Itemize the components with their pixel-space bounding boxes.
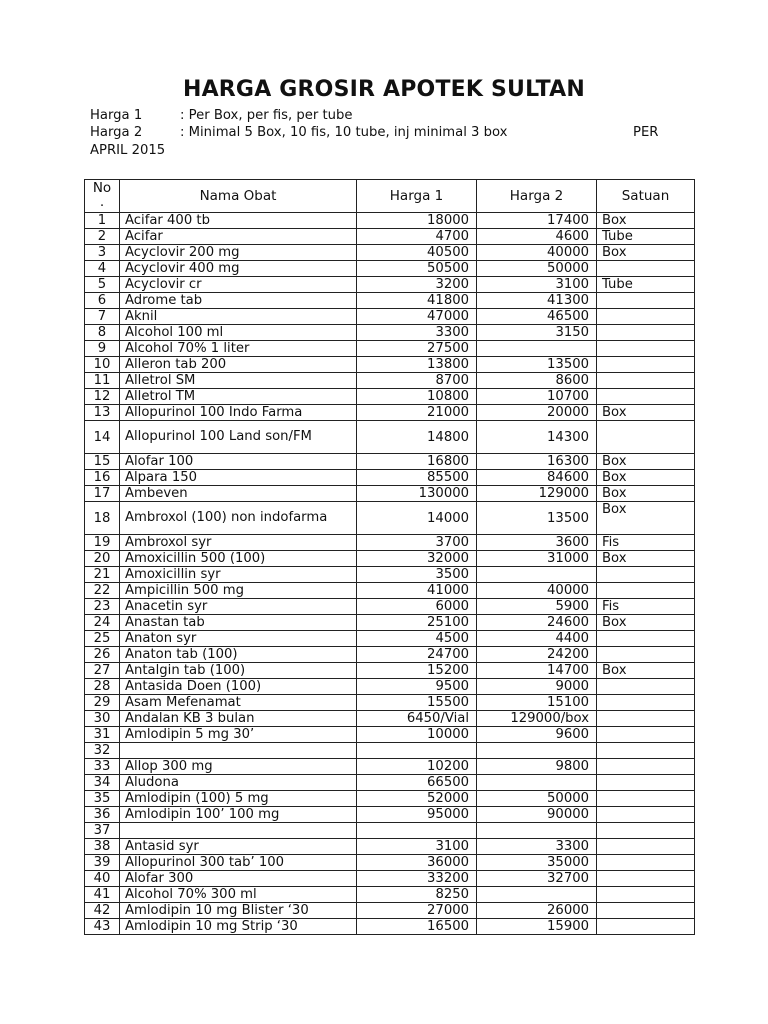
table-row (85, 357, 695, 373)
cell-nama (120, 823, 357, 839)
cell-harga1: 50500 (357, 261, 477, 277)
cell-harga1: 6450/Vial (357, 711, 477, 727)
cell-harga2 (477, 567, 597, 583)
harga1-label: Harga 1 (90, 108, 143, 123)
cell-satuan: Box (597, 663, 695, 679)
table-row (85, 229, 695, 245)
cell-harga2: 13500 (477, 502, 597, 535)
cell-no: 12 (85, 389, 120, 405)
cell-harga1: 85500 (357, 470, 477, 486)
cell-satuan (597, 695, 695, 711)
cell-satuan (597, 839, 695, 855)
cell-harga2 (477, 887, 597, 903)
cell-no: 40 (85, 871, 120, 887)
cell-nama: Acifar (120, 229, 357, 245)
table-row (85, 615, 695, 631)
cell-harga1: 40500 (357, 245, 477, 261)
cell-satuan (597, 903, 695, 919)
cell-harga2: 129000 (477, 486, 597, 502)
cell-nama: Ambeven (120, 486, 357, 502)
cell-harga2: 90000 (477, 807, 597, 823)
cell-harga2: 50000 (477, 791, 597, 807)
cell-harga1: 15200 (357, 663, 477, 679)
harga2-label: Harga 2 (90, 125, 143, 140)
harga2-description: : Minimal 5 Box, 10 fis, 10 tube, inj minimal 3 box (180, 125, 508, 140)
cell-nama: Alcohol 70% 1 liter (120, 341, 357, 357)
cell-nama: Anaton tab (100) (120, 647, 357, 663)
cell-harga1: 41000 (357, 583, 477, 599)
cell-nama: Amlodipin 10 mg Blister ‘30 (120, 903, 357, 919)
cell-harga1: 4500 (357, 631, 477, 647)
cell-harga2: 17400 (477, 213, 597, 229)
cell-no: 29 (85, 695, 120, 711)
table-row (85, 727, 695, 743)
cell-nama: Anastan tab (120, 615, 357, 631)
cell-satuan: Box (597, 454, 695, 470)
cell-no: 36 (85, 807, 120, 823)
cell-satuan: Box (597, 615, 695, 631)
cell-satuan (597, 421, 695, 454)
cell-harga1: 14800 (357, 421, 477, 454)
cell-harga1: 3300 (357, 325, 477, 341)
cell-satuan (597, 293, 695, 309)
cell-nama: Amlodipin 5 mg 30’ (120, 727, 357, 743)
date-label: APRIL 2015 (90, 143, 166, 158)
cell-nama: Andalan KB 3 bulan (120, 711, 357, 727)
cell-satuan (597, 309, 695, 325)
cell-nama: Allopurinol 100 Land son/FM (120, 421, 357, 454)
cell-harga1: 24700 (357, 647, 477, 663)
cell-no: 17 (85, 486, 120, 502)
cell-no: 30 (85, 711, 120, 727)
cell-nama: Amoxicillin 500 (100) (120, 551, 357, 567)
cell-harga1: 66500 (357, 775, 477, 791)
cell-satuan (597, 647, 695, 663)
cell-harga1: 3500 (357, 567, 477, 583)
cell-harga1: 9500 (357, 679, 477, 695)
cell-harga2: 4400 (477, 631, 597, 647)
cell-no: 6 (85, 293, 120, 309)
cell-no: 2 (85, 229, 120, 245)
cell-satuan: Box (597, 405, 695, 421)
cell-nama: Alletrol SM (120, 373, 357, 389)
cell-no: 22 (85, 583, 120, 599)
header-harga2: Harga 2 (477, 180, 597, 213)
cell-harga1: 10800 (357, 389, 477, 405)
cell-harga2: 84600 (477, 470, 597, 486)
table-row (85, 903, 695, 919)
cell-harga1: 130000 (357, 486, 477, 502)
cell-harga2: 40000 (477, 583, 597, 599)
table-row (85, 502, 695, 535)
table-row (85, 213, 695, 229)
cell-satuan (597, 775, 695, 791)
cell-nama: Alpara 150 (120, 470, 357, 486)
table-row (85, 535, 695, 551)
cell-no: 14 (85, 421, 120, 454)
cell-harga1: 8700 (357, 373, 477, 389)
cell-nama: Antalgin tab (100) (120, 663, 357, 679)
table-row (85, 454, 695, 470)
table-row (85, 373, 695, 389)
cell-satuan: Box (597, 470, 695, 486)
cell-harga1: 3700 (357, 535, 477, 551)
cell-nama: Amoxicillin syr (120, 567, 357, 583)
cell-harga2: 9800 (477, 759, 597, 775)
cell-harga2: 8600 (477, 373, 597, 389)
cell-harga2: 3150 (477, 325, 597, 341)
cell-harga1: 47000 (357, 309, 477, 325)
cell-harga2: 50000 (477, 261, 597, 277)
table-row (85, 325, 695, 341)
cell-harga2: 10700 (477, 389, 597, 405)
harga1-description: : Per Box, per fis, per tube (180, 108, 353, 123)
cell-satuan: Box (597, 245, 695, 261)
cell-nama: Allopurinol 100 Indo Farma (120, 405, 357, 421)
price-table (84, 179, 695, 935)
cell-harga1: 16800 (357, 454, 477, 470)
cell-harga2: 24200 (477, 647, 597, 663)
cell-harga1: 10000 (357, 727, 477, 743)
cell-no: 13 (85, 405, 120, 421)
cell-no: 41 (85, 887, 120, 903)
table-row (85, 421, 695, 454)
table-body (85, 213, 695, 935)
cell-no: 10 (85, 357, 120, 373)
cell-harga2 (477, 743, 597, 759)
cell-satuan (597, 341, 695, 357)
header-nama-obat: Nama Obat (120, 180, 357, 213)
cell-no: 32 (85, 743, 120, 759)
cell-harga2: 5900 (477, 599, 597, 615)
cell-satuan (597, 357, 695, 373)
cell-harga1: 27000 (357, 903, 477, 919)
cell-harga2: 4600 (477, 229, 597, 245)
document-title: HARGA GROSIR APOTEK SULTAN (182, 77, 586, 102)
header-harga1: Harga 1 (357, 180, 477, 213)
table-row (85, 871, 695, 887)
cell-nama: Acyclovir cr (120, 277, 357, 293)
cell-nama: Aludona (120, 775, 357, 791)
table-row (85, 405, 695, 421)
cell-harga2: 46500 (477, 309, 597, 325)
table-row (85, 277, 695, 293)
table-row (85, 759, 695, 775)
table-row (85, 309, 695, 325)
cell-harga2 (477, 341, 597, 357)
cell-satuan: Box (597, 502, 695, 535)
cell-harga1: 15500 (357, 695, 477, 711)
cell-harga2: 16300 (477, 454, 597, 470)
cell-harga2: 40000 (477, 245, 597, 261)
cell-harga2: 26000 (477, 903, 597, 919)
cell-no: 25 (85, 631, 120, 647)
cell-no: 35 (85, 791, 120, 807)
cell-no: 34 (85, 775, 120, 791)
cell-satuan (597, 727, 695, 743)
cell-nama: Alcohol 70% 300 ml (120, 887, 357, 903)
cell-harga2: 3600 (477, 535, 597, 551)
cell-harga2: 15100 (477, 695, 597, 711)
table-row (85, 389, 695, 405)
cell-satuan (597, 791, 695, 807)
cell-satuan: Tube (597, 277, 695, 293)
cell-harga1: 36000 (357, 855, 477, 871)
cell-satuan (597, 389, 695, 405)
cell-nama: Adrome tab (120, 293, 357, 309)
cell-harga1: 52000 (357, 791, 477, 807)
cell-nama: Acyclovir 200 mg (120, 245, 357, 261)
cell-satuan (597, 325, 695, 341)
cell-satuan (597, 887, 695, 903)
cell-no: 33 (85, 759, 120, 775)
cell-harga2: 129000/box (477, 711, 597, 727)
cell-harga2: 14700 (477, 663, 597, 679)
cell-harga1: 10200 (357, 759, 477, 775)
cell-no: 23 (85, 599, 120, 615)
cell-satuan (597, 583, 695, 599)
cell-satuan: Box (597, 213, 695, 229)
table-row (85, 919, 695, 935)
cell-nama: Ambroxol syr (120, 535, 357, 551)
cell-no: 4 (85, 261, 120, 277)
cell-nama: Amlodipin 10 mg Strip ‘30 (120, 919, 357, 935)
cell-harga1: 33200 (357, 871, 477, 887)
table-row (85, 293, 695, 309)
table-row (85, 663, 695, 679)
cell-nama: Anacetin syr (120, 599, 357, 615)
cell-harga2: 9000 (477, 679, 597, 695)
cell-nama: Acifar 400 tb (120, 213, 357, 229)
cell-harga2: 3100 (477, 277, 597, 293)
table-row (85, 887, 695, 903)
cell-satuan (597, 871, 695, 887)
cell-nama (120, 743, 357, 759)
cell-harga1 (357, 823, 477, 839)
cell-no: 21 (85, 567, 120, 583)
table-row (85, 711, 695, 727)
cell-nama: Ambroxol (100) non indofarma (120, 502, 357, 535)
cell-satuan: Fis (597, 599, 695, 615)
cell-no: 39 (85, 855, 120, 871)
cell-harga2: 9600 (477, 727, 597, 743)
table-row (85, 486, 695, 502)
cell-no: 42 (85, 903, 120, 919)
cell-no: 43 (85, 919, 120, 935)
cell-satuan: Box (597, 551, 695, 567)
cell-satuan (597, 823, 695, 839)
header-no: No . (85, 180, 120, 213)
cell-no: 18 (85, 502, 120, 535)
cell-no: 26 (85, 647, 120, 663)
cell-no: 37 (85, 823, 120, 839)
cell-satuan: Tube (597, 229, 695, 245)
table-row (85, 551, 695, 567)
table-row (85, 341, 695, 357)
cell-no: 3 (85, 245, 120, 261)
cell-harga2: 20000 (477, 405, 597, 421)
cell-satuan (597, 759, 695, 775)
cell-harga2: 24600 (477, 615, 597, 631)
cell-harga1: 41800 (357, 293, 477, 309)
table-row (85, 679, 695, 695)
cell-no: 27 (85, 663, 120, 679)
table-row (85, 567, 695, 583)
table-row (85, 791, 695, 807)
cell-no: 24 (85, 615, 120, 631)
cell-harga2: 31000 (477, 551, 597, 567)
table-row (85, 583, 695, 599)
cell-nama: Alcohol 100 ml (120, 325, 357, 341)
cell-satuan: Box (597, 486, 695, 502)
cell-nama: Allop 300 mg (120, 759, 357, 775)
cell-no: 16 (85, 470, 120, 486)
cell-nama: Alofar 300 (120, 871, 357, 887)
cell-harga1: 4700 (357, 229, 477, 245)
cell-harga1: 95000 (357, 807, 477, 823)
table-row (85, 647, 695, 663)
cell-harga1: 21000 (357, 405, 477, 421)
cell-no: 15 (85, 454, 120, 470)
cell-nama: Antasida Doen (100) (120, 679, 357, 695)
table-row (85, 855, 695, 871)
cell-no: 31 (85, 727, 120, 743)
cell-nama: Alleron tab 200 (120, 357, 357, 373)
cell-harga1: 8250 (357, 887, 477, 903)
cell-harga1: 14000 (357, 502, 477, 535)
cell-harga1: 6000 (357, 599, 477, 615)
cell-harga2 (477, 775, 597, 791)
table-row (85, 245, 695, 261)
table-row (85, 839, 695, 855)
cell-no: 11 (85, 373, 120, 389)
cell-harga2: 32700 (477, 871, 597, 887)
cell-harga2: 14300 (477, 421, 597, 454)
cell-no: 19 (85, 535, 120, 551)
table-header-row (85, 180, 695, 213)
per-label: PER (633, 125, 659, 140)
cell-no: 5 (85, 277, 120, 293)
cell-harga1: 3100 (357, 839, 477, 855)
cell-harga1: 13800 (357, 357, 477, 373)
cell-nama: Alofar 100 (120, 454, 357, 470)
table-row (85, 807, 695, 823)
cell-satuan: Fis (597, 535, 695, 551)
cell-nama: Aknil (120, 309, 357, 325)
table-row (85, 743, 695, 759)
table-row (85, 261, 695, 277)
header-satuan: Satuan (597, 180, 695, 213)
table-row (85, 631, 695, 647)
table-row (85, 823, 695, 839)
cell-harga1 (357, 743, 477, 759)
cell-no: 28 (85, 679, 120, 695)
cell-satuan (597, 711, 695, 727)
cell-nama: Asam Mefenamat (120, 695, 357, 711)
cell-satuan (597, 919, 695, 935)
cell-nama: Acyclovir 400 mg (120, 261, 357, 277)
table-row (85, 470, 695, 486)
cell-harga1: 32000 (357, 551, 477, 567)
cell-no: 8 (85, 325, 120, 341)
cell-satuan (597, 631, 695, 647)
cell-no: 38 (85, 839, 120, 855)
cell-harga2: 3300 (477, 839, 597, 855)
cell-nama: Alletrol TM (120, 389, 357, 405)
cell-harga1: 27500 (357, 341, 477, 357)
cell-satuan (597, 743, 695, 759)
cell-harga1: 25100 (357, 615, 477, 631)
cell-satuan (597, 807, 695, 823)
cell-nama: Allopurinol 300 tab’ 100 (120, 855, 357, 871)
cell-nama: Amlodipin (100) 5 mg (120, 791, 357, 807)
cell-harga1: 16500 (357, 919, 477, 935)
cell-no: 1 (85, 213, 120, 229)
cell-nama: Antasid syr (120, 839, 357, 855)
cell-harga2: 13500 (477, 357, 597, 373)
table-row (85, 775, 695, 791)
cell-no: 7 (85, 309, 120, 325)
cell-harga2 (477, 823, 597, 839)
cell-nama: Amlodipin 100’ 100 mg (120, 807, 357, 823)
table-row (85, 695, 695, 711)
cell-satuan (597, 679, 695, 695)
cell-harga2: 35000 (477, 855, 597, 871)
cell-satuan (597, 855, 695, 871)
cell-nama: Anaton syr (120, 631, 357, 647)
cell-satuan (597, 261, 695, 277)
cell-no: 9 (85, 341, 120, 357)
cell-harga1: 3200 (357, 277, 477, 293)
cell-harga2: 15900 (477, 919, 597, 935)
cell-satuan (597, 567, 695, 583)
cell-nama: Ampicillin 500 mg (120, 583, 357, 599)
cell-harga1: 18000 (357, 213, 477, 229)
table-row (85, 599, 695, 615)
cell-satuan (597, 373, 695, 389)
cell-no: 20 (85, 551, 120, 567)
cell-harga2: 41300 (477, 293, 597, 309)
